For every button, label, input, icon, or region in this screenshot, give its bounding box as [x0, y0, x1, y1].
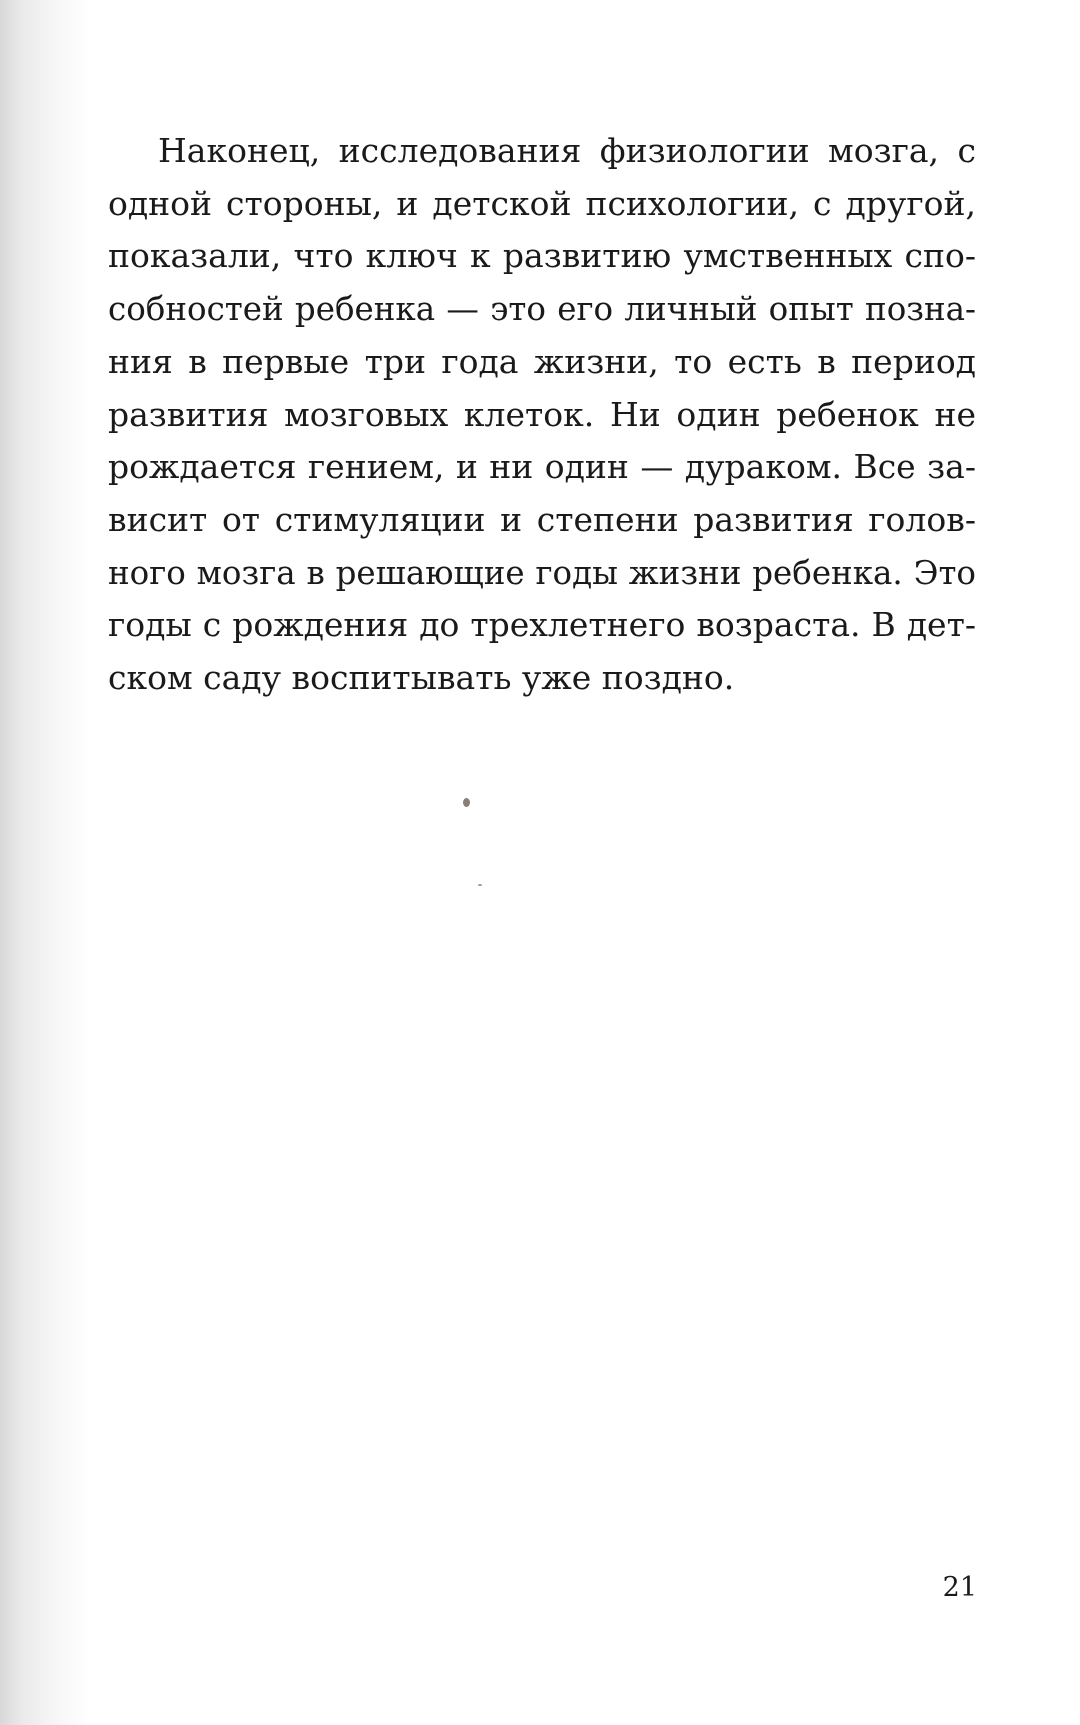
body-paragraph: [108, 125, 976, 705]
paragraph-line: висит от стимуляции и степени развития голов-: [108, 499, 976, 539]
paragraph-line: рождается гением, и ни один — дураком. Все за-: [108, 447, 976, 487]
paragraph-line: ском саду воспитывать уже поздно.: [108, 658, 735, 698]
scan-speck: [463, 798, 470, 807]
paragraph-line: ния в первые три года жизни, то есть в период: [108, 341, 976, 381]
scan-speck: [478, 884, 482, 886]
paragraph-line: показали, что ключ к развитию умственных спо-: [108, 236, 976, 276]
paragraph-line: Наконец, исследования физиологии мозга, с: [158, 131, 976, 170]
paragraph-line: одной стороны, и детской психологии, с другой,: [108, 183, 976, 223]
page-number: 21: [942, 1572, 977, 1603]
paragraph-line: ного мозга в решающие годы жизни ребенка. Это: [108, 553, 976, 592]
paragraph-line: собностей ребенка — это его личный опыт позна-: [108, 290, 976, 329]
paragraph-line: годы с рождения до трехлетнего возраста. В дет-: [108, 605, 976, 645]
binding-shadow: [0, 0, 90, 1725]
paragraph-line: развития мозговых клеток. Ни один ребенок не: [108, 394, 976, 434]
